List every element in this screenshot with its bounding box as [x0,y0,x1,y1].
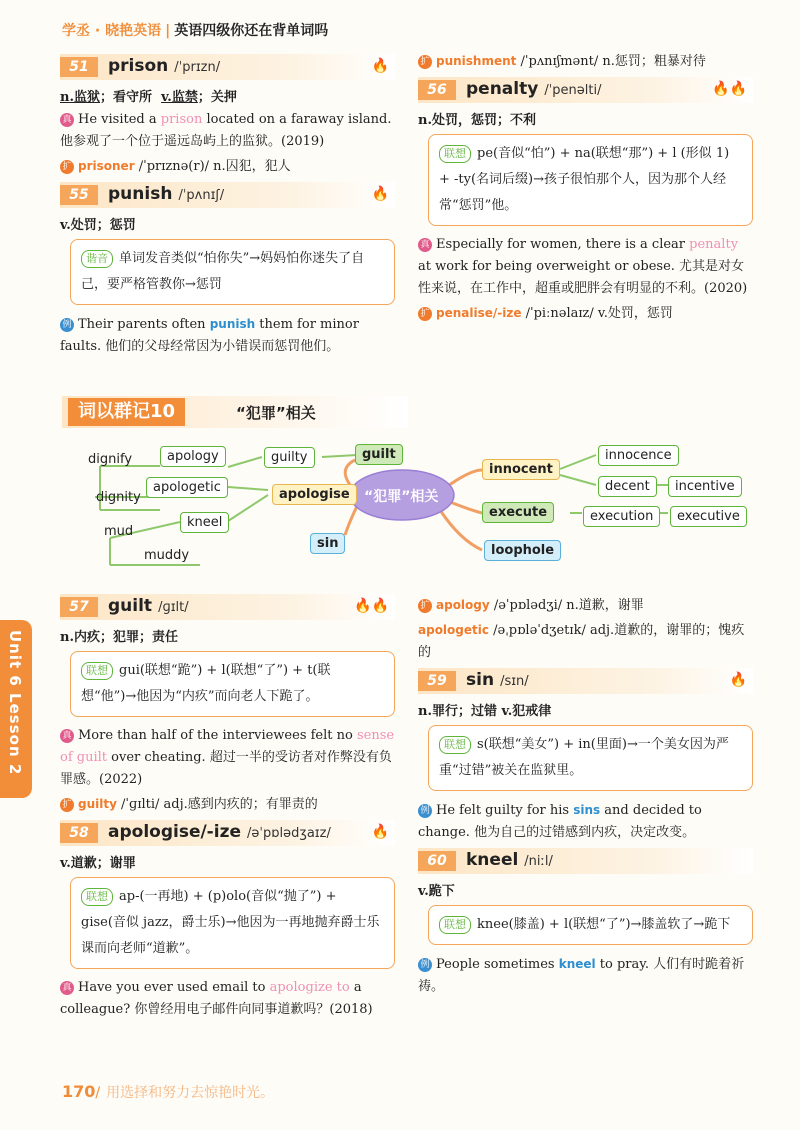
fire-icon: 🔥 [371,186,389,202]
definition: v.道歉；谢罪 [60,856,136,871]
fire-icon: 🔥 [729,672,747,688]
example-icon: 例 [418,804,432,818]
memo-tag: 谐音 [81,250,113,268]
example-sentence: 例 He felt guilty for his sins and decided to change. 他为自己的过错感到内疚，决定改变。 [418,803,702,840]
phonetic: /ɡɪlt/ [158,600,189,615]
cluster-title: 词以群记10 [68,398,185,426]
derivative: 扩 guilty /ˈɡɪlti/ adj.感到内疚的；有罪责的 [60,793,395,816]
word-number: 58 [60,823,98,843]
node-guilty: guilty [264,447,315,468]
phonetic: /sɪn/ [500,674,529,689]
expand-icon: 扩 [60,798,74,812]
left-column-bottom [60,590,395,1023]
memory-tip: 联想 knee(膝盖) + l(联想“了”)→膝盖软了→跪下 [428,905,753,945]
definition: n.内疚；犯罪；责任 [60,630,178,645]
node-mud: mud [104,524,134,539]
memory-tip: 联想 pe(音似“怕”) + na(联想“那”) + l (形似 1) + -ty(名词后缀)→孩子很怕那个人，因为那个人经常“惩罚”他。 [428,134,753,226]
definition: v.处罚；惩罚 [60,218,136,233]
memo-tag: 联想 [439,916,471,934]
definition: v.跪下 [418,884,455,899]
memory-tip: 联想 s(联想“美女”) + in(里面)→一个美女因为严重“过错”被关在监狱里。 [428,725,753,791]
derivative: apologetic /əˌpɒləˈdʒetɪk/ adj.道歉的，谢罪的；愧疚的 [418,623,745,660]
definition: n.处罚，惩罚；不利 [418,113,536,128]
word-number: 57 [60,597,98,617]
word-number: 60 [418,851,456,871]
memo-tag: 联想 [81,662,113,680]
headword: apologise/-ize [108,822,241,842]
headword: punish [108,184,173,204]
unit-side-tab: Unit 6 Lesson 2 [0,620,32,798]
fire-icon: 🔥 [371,58,389,74]
page-number: 170 [62,1082,96,1101]
memory-tip: 联想 gui(联想“跪”) + l(联想“了”) + t(联想“他”)→他因为“内疚”而向老人下跪了。 [70,651,395,717]
word-number: 55 [60,185,98,205]
headword: sin [466,670,495,690]
expand-icon: 扩 [60,160,74,174]
node-sin: sin [310,533,345,554]
example-sentence: 真 Have you ever used email to apologize to a colleague? 你曾经用电子邮件向同事道歉吗？(2018) [60,980,373,1017]
fire-icon: 🔥🔥 [354,598,389,614]
footer-slogan: 用选择和努力去惊艳时光。 [106,1085,275,1101]
node-innocence: innocence [598,445,679,466]
word-number: 51 [60,57,98,77]
phonetic: /niːl/ [524,854,553,869]
node-dignity: dignity [96,490,141,505]
derivative: 扩 penalise/-ize /ˈpiːnəlaɪz/ v.处罚，惩罚 [418,302,753,325]
memo-tag: 联想 [81,888,113,906]
book-title: 英语四级你还在背单词吗 [174,23,329,39]
cluster-subtitle: “犯罪”相关 [236,404,316,422]
definition: n.罪行；过错 v.犯戒律 [418,704,552,719]
node-execution: execution [583,506,660,527]
headword: penalty [466,79,539,99]
headword: kneel [466,850,519,870]
headword: guilt [108,596,153,616]
node-decent: decent [598,476,657,497]
headword: prison [108,56,169,76]
word-header-60 [418,848,753,874]
exam-icon: 真 [60,729,74,743]
phonetic: /ˈprɪzn/ [174,60,221,75]
exam-icon: 真 [60,113,74,127]
node-incentive: incentive [668,476,742,497]
example-icon: 例 [418,958,432,972]
node-dignify: dignify [88,452,133,467]
derivative: 扩 punishment /ˈpʌnɪʃmənt/ n.惩罚；粗暴对待 [418,50,753,73]
word-header-57 [60,594,395,620]
page-footer: 170/ 用选择和努力去惊艳时光。 [62,1082,275,1101]
node-apology: apology [160,446,226,467]
node-guilt: guilt [355,444,403,465]
definition: n.监狱；看守所 v.监禁；关押 [60,90,237,105]
exam-icon: 真 [418,238,432,252]
example-sentence: 例 People sometimes kneel to pray. 人们有时跪着祈祷。 [418,957,745,994]
memo-tag: 联想 [439,145,471,163]
expand-icon: 扩 [418,307,432,321]
word-number: 56 [418,80,456,100]
phonetic: /əˈpɒlədʒaɪz/ [247,826,331,841]
word-number: 59 [418,671,456,691]
word-header-59 [418,668,753,694]
node-apologise: apologise [272,484,357,505]
derivative: 扩 prisoner /ˈprɪznə(r)/ n.囚犯，犯人 [60,155,395,178]
example-icon: 例 [60,318,74,332]
example-sentence: 真 Especially for women, there is a clear penalty at work for being overweight or obese. 尤其是对女性来说，在工作中，超重或肥胖会有明显的不利。(2020) [418,237,748,296]
node-innocent: innocent [482,459,560,480]
phonetic: /ˈpenəlti/ [544,83,602,98]
expand-icon: 扩 [418,55,432,69]
node-execute: execute [482,502,554,523]
phonetic: /ˈpʌnɪʃ/ [178,188,225,203]
memory-tip: 谐音 单词发音类似“怕你失”→妈妈怕你迷失了自己，要严格管教你→惩罚 [70,239,395,305]
node-muddy: muddy [144,548,190,563]
example-sentence: 例 Their parents often punish them for minor faults. 他们的父母经常因为小错误而惩罚他们。 [60,317,359,354]
center-label: “犯罪”相关 [364,489,439,505]
example-sentence: 真 He visited a prison located on a faraway island. 他参观了一个位于遥远岛屿上的监狱。(2019) [60,112,392,149]
derivative: 扩 apology /əˈpɒlədʒi/ n.道歉，谢罪 [418,594,753,617]
example-sentence: 真 More than half of the interviewees felt no sense of guilt over cheating. 超过一半的受访者对作弊没有负罪感。(2022) [60,728,395,787]
word-header-58 [60,820,395,846]
expand-icon: 扩 [418,599,432,613]
brand-name: 学丞 · 晓艳英语 [62,23,162,39]
node-kneel: kneel [180,512,229,533]
fire-icon: 🔥 [371,824,389,840]
fire-icon: 🔥🔥 [712,81,747,97]
exam-icon: 真 [60,981,74,995]
node-executive: executive [670,506,747,527]
brand: 学丞 · 晓艳英语 | 英语四级你还在背单词吗 [62,23,329,39]
node-loophole: loophole [484,540,561,561]
node-apologetic: apologetic [146,477,228,498]
memo-tag: 联想 [439,736,471,754]
memory-tip: 联想 ap-(一再地) + (p)olo(音似“抛了”) + gise(音似 jazz，爵士乐)→他因为一再地抛弃爵士乐课而向老师“道歉”。 [70,877,395,969]
right-column-bottom [418,592,753,1000]
